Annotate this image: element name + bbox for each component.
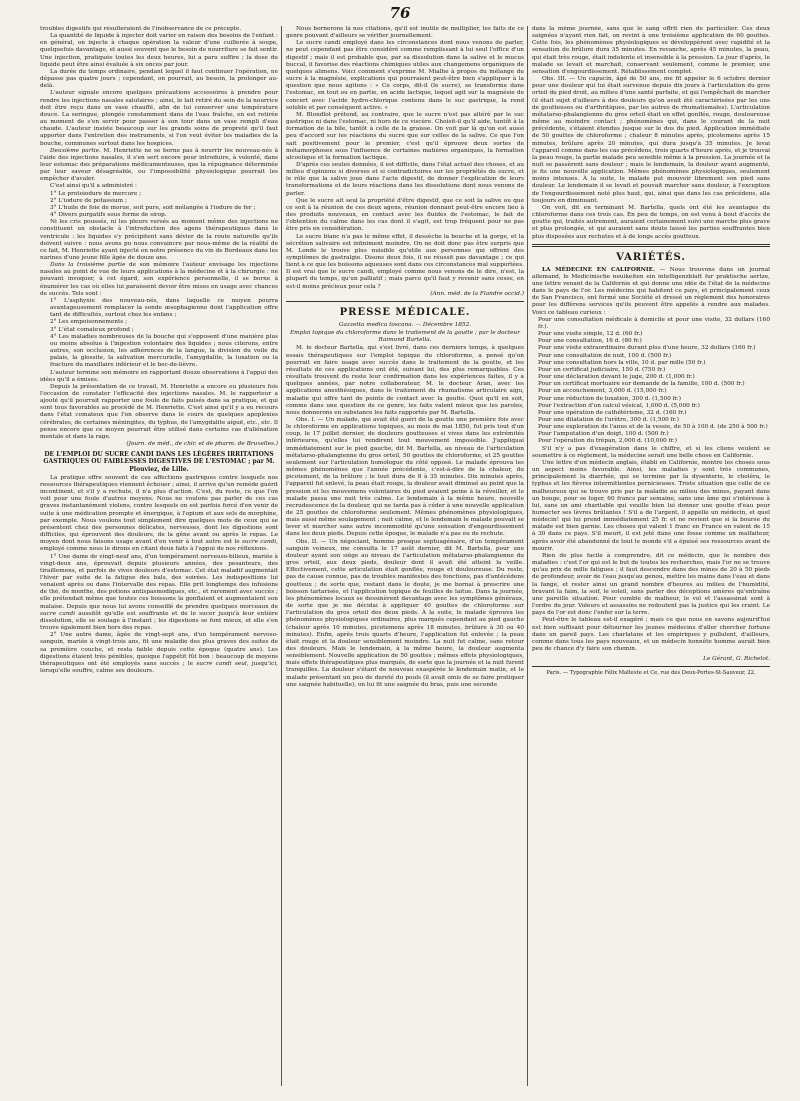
- paragraph: [40, 554, 278, 633]
- fee-row: Pour une dilatation de l'urètre, 300 d. (1,500 fr.): [538, 416, 679, 423]
- divider: [532, 244, 770, 247]
- paragraph: Rien de plus facile à comprendre, dit ce médecin, que le nombre des maladies : c'est l'or qui est le but de toutes les recherches, mais l'or ne se trouve qu'au prix de mille fatigues ; il faut descendre dans des mines de 20 à 50 pieds de profondeur, avoir de l'eau jusqu'au genou, mettre les mains dans l'eau et dans la fange, et rester ainsi un grand nombre d'heures au milieu de l'humidité, bravant la faim, la soif, le soleil, sans parler des déceptions amères qu'entraîne une pareille situation. Pour comble de malheur, le vol et l'assassinat sont à l'ordre du jour. Voleurs et assassins ne redoutent pas la justice qui les craint. Le pays de l'or est donc l'enfer sur la terre.: [532, 552, 770, 617]
- paragraph-text: de son mémoire l'auteur envisage les injections nasales au point de vue de leurs applications à la médecine et à la chirurgie : ne pouvant invoquer, à cet égard, son expérience personnelle, il se borne à énumérer les cas où elles lui paraissent devoir être mises en usage avec chances de succès. Tels sont :: [40, 262, 278, 297]
- paragraph: La quantité de liquide à injecter doit varier en raison des besoins de l'enfant : en général, on injecte à chaque opération la valeur d'une cuillerée à soupe, quelquefois davantage, et aussi souvent que le besoin de nourriture se fait sentir. Une injection, pratiquée toutes les deux heures, lui a paru suffire ; la dose du liquide peut être ainsi évaluée à six onces par jour.: [40, 33, 278, 68]
- indication-list: [40, 298, 278, 370]
- column-rule-left: [281, 26, 282, 1086]
- paragraph: D'après ces seules données, il est difficile, dans l'état actuel des choses, et au milieu d'opinions si diverses et si contradictoires sur les propriétés du sucre, et le rôle que la salive joue dans l'acte digestif, de donner l'explication de leurs transformations et de leurs réactions dans les dissolutions dont nous venons de parler.: [286, 161, 524, 197]
- paragraph: S'il n'y a pas d'exagération dans le chiffre, et si les cliens veulent se soumettre à ce règlement, la médecine serait une belle chose en Californie.: [532, 445, 770, 459]
- paragraph-text: La pratique offre souvent de ces affections gastriques contre lesquels nos ressources thérapeutiques viennent échouer ; ainsi, il arrive qu'un remède guérit incontinent, et s'il y a rechute, il n'a plus d'action. C'est, du reste, ce que l'on voit pour une foule d'autres moyens. Nous ne voulons pas parler de ces cas graves instantanément violens, contre lesquels on est parfois forcé d'en venir de suite à une médication prompte et énergique, à l'opium et aux sels de morphine, par exemple. Nous voulons tout simplement dire quelques mots de ceux qui se présentent chez des personnes délicates, nerveuses, dont les digestions sont difficiles, qui éprouvent des douleurs, de la gêne avant ou après le repas. Le moyen dont nous faisons usage avant d'en venir à tout autre est le: [40, 474, 278, 546]
- fee-row: Pour une consultation médicale à domicile et pour une visite, 32 dollars (160 fr.).: [538, 316, 770, 330]
- paragraph: L'auteur signale encore quelques précautions accessoires à prendre pour rendre les injections nasales salutaires ; ainsi, le lait retiré du sein de la nourrice doit être reçu dans un vase chauffé, afin de lui conserver une température douce. La seringue, plongée constamment dans de l'eau fraîche, en est retirée au moment de s'en servir pour passer à son tour dans un vase rempli d'eau chaude. L'auteur insiste beaucoup sur les grands soins de propreté qu'il faut apporter dans l'entretien des instruments, si l'on veut éviter les maladies de la bouche, communes surtout dans les hospices.: [40, 90, 278, 147]
- fee-row: Pour l'opération du trépan, 2,000 d. (10,000 fr.): [538, 438, 677, 445]
- paragraph: C'est ainsi qu'il a administré :: [50, 183, 137, 190]
- paragraph: [40, 262, 278, 298]
- signature: Le Gérant, G. Richelot.: [703, 656, 770, 663]
- divider: [532, 666, 770, 667]
- fee-row: Pour une exploration de l'anus et de la vessie, de 50 à 100 d. (de 250 à 500 fr.): [538, 424, 768, 431]
- column-1: [40, 26, 278, 1088]
- printer-line: Paris. — Typographie Félix Malteste et Ce, rue des Deux-Portes-St-Sauveur, 22.: [546, 670, 756, 677]
- fee-row: Pour un certificat mortuaire sur demande de la famille, 100 d. (500 fr.): [538, 381, 745, 388]
- paragraph: Ni les cris poussés, ni les pleurs versés au moment même des injections ne constituent un obstacle à l'introduction des agens thérapeutiques dans le ventricule : les liquides s'y précipitent sans dévier de la route naturelle qu'ils doivent suivre : nous avons pu nous convaincre par nous-même de la réalité de ce fait, M. Henriette ayant injecté en notre présence du vin de Bordeaux dans les narines d'une jeune fille âgée de douze ans.: [40, 219, 278, 261]
- sub-heading: LA MÉDECINE EN CALIFORNIE.: [542, 266, 655, 273]
- fee-row: Pour une consultation de nuit, 100 d. (500 fr.): [538, 352, 672, 359]
- page-number: 76: [389, 4, 411, 22]
- fee-row: Pour une consultation hors la ville, 10 d. par mille (50 fr.): [538, 359, 706, 366]
- part-label: Dans la troisième partie: [50, 262, 126, 269]
- column-rule-right: [527, 26, 528, 1086]
- list-item: 2° Les empoisonnements ;: [50, 319, 128, 326]
- fee-row: Pour une consultation, 16 d. (80 fr.): [538, 338, 642, 345]
- paragraph: dans la même journée, sans que le sang offrît rien de particulier. Ces deux saignées n'ayant rien fait, on revint à une troisième application de 60 gouttes. Cette fois, les phénomènes physiologiques se développèrent avec rapidité et la sensation de brûlure dura 35 minutes. En revanche, après 45 minutes, la peau, qui était très rouge, était indolente et insensible à la pression. Le jour d'après, le malade se levait et marchait, conservant seulement, comme le premier, une sensation d'engourdissement. Rétablissement complet.: [532, 26, 770, 75]
- emphasis: sucre candi seul: [196, 660, 247, 667]
- paragraph: Obs. II. — Un négociant, homme presque septuagénaire, d'un tempérament sanguin veineux, me consulta le 17 août dernier, dit M. Bartella, pour une douleur ayant son siège au niveau de l'articulation métatarso-phalangienne du gros orteil, aux deux pieds, douleur dont il avait été atteint la veille. Effectivement, cette articulation était gonflée, rouge et douloureuse. Du reste, pas de cause connue, pas de troubles manifestes des fonctions, pas d'antécédens goutteux ; de sorte que, restant dans le doute, je me bornai à prescrire une boisson tartarisée, et l'application topique de feuilles de laitue. Dans la journée, les phénomènes locaux se dessinèrent davantage avec les symptômes généraux, de sorte que je me décidai à appliquer 40 gouttes de chloroforme sur l'articulation du gros orteil des deux pieds. À la suite, le malade éprouva les phénomènes physiologiques ordinaires, plus marqués cependant au pied gauche (chaleur après 10 minutes, picotemens après 18 minutes, brûlure à 30 ou 40 minutes). Enfin, après trois quarts d'heure, l'application fut enlevée ; la peau était rouge et la douleur sensiblement moindre. La nuit fut calme, sans retour des douleurs. Mais le lendemain, à la même heure, la douleur augmenta sensiblement. Nouvelle application de 50 gouttes ; mêmes effets physiologiques, mais effets thérapeutiques plus marqués, de sorte que la journée et la nuit furent tranquilles. La douleur s'étant de nouveau exaspérée le lendemain matin, et le malade présentant un peu de dureté du pouls (il avait omis de se faire pratiquer une saignée habituelle), on lui fit une saignée du bras, puis une seconde: [286, 538, 524, 688]
- paragraph: Que le sucre ait seul la propriété d'être digestif, que ce soit la salive ou que ce soit à la réunion de ces deux agens, réunion donnant peut-être encore lieu à des produits nouveaux, en contact avec les fluides de l'estomac, le fait de l'obtention du calme dans les cas dont il s'agit, est trop fréquent pour ne pas être pris en considération.: [286, 197, 524, 233]
- fee-row: Pour l'extraction d'un calcul vésical, 1,000 d. (5,000 fr.): [538, 402, 700, 409]
- fee-row: Pour un accouchement, 3,000 d. (15,000 fr.): [538, 388, 667, 395]
- emphasis: sucre candi: [241, 539, 277, 546]
- paragraph: M. Blondlot prétend, au contraire, que le sucre n'est pas altéré par le suc gastrique ni dans l'estomac, ni hors de ce viscère. Choisit-il qu'il aide, tantôt à la formation de la bile, tantôt à celle de la graisse. On voit par là qu'on est aussi peu d'accord sur les réactions du sucre que sur celles de la salive. Ce que l'on sait positivement pour le premier, c'est qu'il éprouve deux sortes de métamorphoses sous l'influence de certaines matières organiques, la formation alcoolique et la formation lactique.: [286, 111, 524, 161]
- source-reference: (Journ. de méd., de chir. et de pharm. de Bruxelles.): [126, 441, 278, 448]
- paragraph-text: M. Henriette ne se borne pas à nourrir les nouveau-nés à l'aide des injections nasales, il s'en sert encore pour introduire, à volonté, dans leur estomac des préparations médicamenteuses, que la répugnance déterminée par leur saveur désagréable, ou l'impossibilité physiologique pourrait les empêcher d'avaler.: [40, 147, 278, 183]
- paragraph: Le sucre candi employé dans les circonstances dont nous venons de parler, ne peut cependant pas être considéré comme remplissant à lui seul l'office d'un digestif ; mais il est probable que, par sa dissolution dans la salive et le mucus buccal, il favorise des réactions chimiques utiles aux changemens organiques de quelques alimens. Voici comment s'exprime M. Mialhe à propos du mélange du sucre à la magnésie, explications qui pourraient peut-être bien s'appliquer à la question que nous agitons : « Ce corps, dit-il (le sucre), se transforme dans l'estomac, en tout ou en partie, en acide lactique, lequel agit sur la magnésie de concert avec l'acide hydro-chlorique contenu dans le suc gastrique, la rend soluble et par conséquent active. »: [286, 40, 524, 111]
- paragraph: [532, 267, 770, 317]
- paragraph: La durée du temps ordinaire, pendant lequel il faut continuer l'opération, ne dépasse pas quatre jours ; cependant, on pourrait, au besoin, la prolonger au-delà.: [40, 68, 278, 90]
- paragraph: Nous bornerons là nos citations, qu'il est inutile de multiplier, les faits de ce genre pouvant d'ailleurs se vérifier journellement.: [286, 26, 524, 40]
- paragraph: Obs. I. — Un malade, qui avait été guéri de la goutte une première fois avec le chloroforme en applications topiques, au mois de mai 1850, fut pris tout d'un coup, le 17 juillet dernier, de douleurs goutteuses si vives dans les extrémités inférieures, qu'elles lui rendirent tout mouvement impossible. J'appliquai immédiatement sur le pied gauche, dit M. Bartella, au niveau de l'articulation métatarso-phalangienne du gros orteil, 50 gouttes de chloroforme, et 25 gouttes seulement sur l'articulation homologue du côté opposé. Le malade éprouva les mêmes phénomènes que l'année précédente, c'est-à-dire de la chaleur, du picotement, de la brûlure ; le tout dura de 8 à 35 minutes. Dix minutes après, l'appareil fut enlevé, la peau était rouge, la douleur avait diminué au point que la pression et les mouvemens volontaires du pied avaient peine à la réveiller, et le malade passa une nuit très calme. Le lendemain à la même heure, nouvelle recrudescence de la douleur, qui ne tarda pas à céder à une nouvelle application de 25 gouttes de chloroforme seulement. Mêmes phénomènes physiologiques, mais aussi même soulagement ; nuit calme, et le lendemain le malade pouvait se lever et marcher sans autre incommodité qu'une sensation d'engourdissement dans les deux pieds. Depuis cette époque, le malade n'a pas eu de rechute.: [286, 416, 524, 538]
- paragraph: [40, 148, 278, 184]
- paragraph: [40, 475, 278, 554]
- fee-row: Pour une réduction de luxation, 300 d. (1,500 fr.): [538, 395, 681, 402]
- drug-list: [40, 191, 278, 220]
- fee-row: Pour une visite simple, 12 d. (60 fr.): [538, 331, 643, 338]
- fee-row: Pour une visite extraordinaire durant plus d'une heure, 32 dollars (160 fr.): [538, 345, 756, 352]
- list-item: 4° Les maladies nombreuses de la bouche qui s'opposent d'une manière plus ou moins absolue à l'ingestion volontaire des liquides ; nous citerons, entre autres, son occlusion, les adhérences de la langue, la division du voile du palais, la glossite, la salivation mercurielle, l'amygdalite, la luxation ou la fracture du maxillaire inférieur et le bec-de-lièvre.: [50, 333, 278, 369]
- paragraph: Obs. III. — Un capucin, âgé de 50 ans, me fit appeler le 6 octobre dernier pour une douleur qui lui était survenue depuis dix jours à l'articulation du gros orteil du pied droit, au milieu d'une santé parfaite, et qui l'empêchait de marcher (il était sujet d'ailleurs à des douleurs qu'on avait été caractérisées par les uns de goutteuses ou d'arthritiques, par les autres de rhumatismales). L'articulation métatarso-phalangienne du gros orteil était en effet gonflée, rouge, douloureuse même au moindre contact ; phénomènes qui, dans le courant de la nuit précédente, s'étaient étendus jusque sur le dos du pied. Application immédiate de 50 gouttes de chloroforme ; chaleur 8 minutes après, picotemens après 15 minutes, brûlure après 20 minutes, qui dura jusqu'à 35 minutes. Je levai l'appareil comme dans les cas précédens, trois quarts d'heure après, et je trouvai la peau rouge, la partie malade peu sensible même à la pression. La journée et la nuit se passèrent sans douleur ; mais le lendemain, la douleur ayant augmenté, je fis une nouvelle application. Mêmes phénomènes physiologiques, seulement moins intenses. À la suite, le malade put mouvoir librement son pied sans douleur. Le lendemain il se levait et pouvait marcher sans douleur, à l'exception de l'engourdissement noté plus haut, qui, ainsi que dans les cas précédens, alla toujours en diminuant.: [532, 76, 770, 204]
- list-item: 3° L'huile de foie de morue, soit pure, soit mélangée à l'iodure de fer ;: [50, 204, 256, 211]
- section-heading: VARIÉTÉS.: [616, 251, 686, 263]
- journal-line: Gazzetta medica toscana. — Décembre 1852.: [338, 321, 472, 328]
- fee-row: Pour une déclaration devant le juge, 200 d. (1,000 fr.): [538, 374, 695, 381]
- fee-table: [532, 317, 770, 446]
- list-item: 1° L'asphyxie des nouveau-nés, dans laquelle ce moyen pourra avantageusement remplacer la sonde œsophagienne dont l'application offre tant de difficultés, surtout chez les enfans ;: [50, 297, 278, 319]
- paragraph: troubles digestifs qui résulteraient de l'inobservance de ce précepte.: [40, 26, 242, 32]
- column-3: [532, 26, 770, 1088]
- list-item: 1° Le protoiodure de mercure ;: [50, 190, 142, 197]
- section-heading: PRESSE MÉDICALE.: [339, 306, 471, 318]
- paragraph: [40, 632, 278, 675]
- paragraph: M. le docteur Bartella, qui s'est livré, dans ces derniers temps, à quelques essais thérapeutiques sur l'emploi topique du chloroforme, a pensé qu'on pourrait en faire usage avec succès dans le traitement de la goutte, et les résultats de ces applications ont été, suivant lui, des plus remarquables. Ces résultats trouvent du reste leur confirmation dans les expériences faites, il y a quelques années, par notre collaborateur, M. le docteur Aran, avec les applications anesthésiques, dans le traitement du rhumatisme articulaire aigu, maladie qui offre tant de points de contact avec la goutte. Quoi qu'il en soit, comme dans une question de ce genre, les faits valent mieux que les paroles, nous donnerons en substance les faits rapportés par M. Bartella.: [286, 345, 524, 416]
- paragraph-text: 1° Une dame de vingt-neuf ans, d'un tempérament nerveuso-bilieux, mariée à vingt-deux ans, éprouvait depuis plusieurs années, des pesanteurs, des tiraillemens, et parfois de vives douleurs d'estomac. Cet état maladif augmentait l'hiver par suite de la fatigue des bals, des soirées. Les indispositions lui venaient après ou dans l'intervalle des repas. Elle prit longtemps des infusions de thé, de menthe, des potions antispasmodiques, etc., et rarement avec succès ; elle prétendait même que toutes ces boissons la gonflaient et augmentaient son malaise. Depuis que nous lui avons conseillé de prendre quelques morceaux de: [40, 553, 278, 610]
- article-heading: DE L'EMPLOI DU SUCRE CANDI DANS LES LÉGÈRES IRRITATIONS GASTRIQUES OU FAIBLESSES DIGESTIVES DE L'ESTOMAC ; par M. Plouviez, de Lille.: [43, 451, 275, 473]
- paragraph-text: , jusqu'ici, lorsqu'elle souffre, calme ses douleurs.: [40, 660, 278, 675]
- paragraph: Une lettre d'un médecin anglais, établi en Californie, montre les choses sous un aspect moins favorable. Ainsi, les maladies y sont très communes, principalement la diarrhée, qui se termine par la dysenterie, le choléra, le typhus et les fièvres intermittentes pernicieuses. Triste situation que celle de ce malheureux qui se trouve pris par la maladie au milieu des mines, payant dans un bouge, pour se loger, 60 francs par semaine, sans une âme qui s'intéresse à lui, sans un ami charitable qui veuille bien lui donner une goutte d'eau pour humecter ses lèvres brûlantes ! S'il a de l'argent, il appelle un médecin, et quel médecin! qui lui prend immédiatement 25 fr. et ne revient que si la bourse du malade est bien garnie. Les choses qui valent 1 franc en France en valent de 15 à 30 dans ce pays. S'il meurt, il est jeté dans une fosse comme un malfaiteur, après avoir été abandonné de tout le monde s'il a épuisé ses ressources avant de mourir.: [532, 459, 770, 552]
- fee-row: Pour une opération de cathétérisme, 32 d. (160 fr.): [538, 409, 687, 416]
- paragraph-text: aussitôt qu'elle est souffrante et de le sucer jusqu'à leur entière dissolution, elle se soulage à l'instant ; les digestions se font mieux, et elle s'en trouve également bien hors des repas.: [40, 610, 278, 632]
- divider: [286, 301, 524, 302]
- paragraph-text: — Nous trouvons dans un journal allemand, le Medicinische neuikeiten ein intelligenzblatt fur praktische aertze, une lettre venant de la Californie et qui donne une idée de l'état de la médecine dans le pays de l'or. Les médecins qui habitent ce pays, et principalement ceux de San Francisco, ont formé une Société et dressé un règlement des honoraires pour les différens services qu'ils peuvent être appelés à rendre aux malades. Voici ce tableau curieux :: [532, 266, 770, 316]
- emphasis: sucre candi: [40, 610, 76, 617]
- article-title: Emploi topique du chloroforme dans le traitement de la goutte ; par le docteur Raimond Bartella.: [289, 330, 521, 344]
- column-2: [286, 26, 524, 1088]
- list-item: 3° L'état comateux profond ;: [50, 326, 134, 333]
- paragraph: On voit, dit en terminant M. Bartella, quels ont été les avantages du chloroforme dans ces trois cas. En peu de temps, on est venu à bout d'accès de goutte qui, traités autrement, auraient certainement suivi une marche plus grave et plus prolongée, et qui auraient sans doute laissé les parties souffrantes bien plus disposées aux rechutes et à de longs accès goutteux.: [532, 204, 770, 240]
- paragraph-text: 2° Une autre dame, âgée de vingt-sept ans, d'un tempérament nervoso-sanguin, mariée à vingt-trois ans, fit une maladie des plus graves des suites de sa première couche, et resta faible depuis cette époque (quatre ans). Les digestions étaient très pénibles, quoique l'appétit fût bon : beaucoup de moyens thérapeutiques ont été employés sans succès ; le: [40, 632, 278, 667]
- paragraph: Peut-être le tableau est-il exagéré ; mais ce que nous en savons aujourd'hui est bien suffisant pour détourner les jeunes médecins d'aller chercher fortune dans un pareil pays. Les charlatans et les empiriques y pullulent, d'ailleurs, comme dans tous les pays nouveaux, et un médecin honnête homme aurait bien peu de chance d'y faire son chemin.: [532, 617, 770, 652]
- paragraph: Le sucre blanc n'a pas le même effet, il dessèche la bouche et la gorge, et la sécrétion salivaire est infiniment moindre. On ne doit donc pas être surpris que M. Londe le trouve plus nuisible qu'utile aux personnes qui offrent des symptômes de gastralgie. Disons deux fois, il ne réussit pas davantage ; ce qui tient à ce que les boissons aqueuses sont dans ces circonstances mal supportées. Il est vrai que le sucre candi, employé comme nous venons de le dire, n'est, la plupart du temps, qu'un palliatif ; mais parce qu'il faut y revenir sans cesse, en est-il moins précieux pour cela ?: [286, 233, 524, 290]
- paragraph: L'auteur termine son mémoire en rapportant douze observations à l'appui des idées qu'il a émises.: [40, 369, 278, 383]
- fee-row: Pour un certificat judiciaire, 150 d. (750 fr.): [538, 366, 666, 373]
- paragraph: Depuis la présentation de ce travail, M. Henriette a encore eu plusieurs fois l'occasion de constater l'efficacité des injections nasales. M. le rapporteur a ajouté qu'il pourrait rapporter une foule de faits puisés dans sa pratique, et qui sont tous favorables au procédé de M. Henriette. C'est ainsi qu'il y a eu recours dans l'état comateux que l'on observe dans le cours de quelques apoplexies cérébrales, de certaines méningites, du typhus, de l'amygdalite aiguë, etc., etc. Il pense encore que ce moyen pourrait être utilisé dans certains cas d'aliénation mentale et dans la rage.: [40, 383, 278, 440]
- fee-row: Pour l'amputation d'un doigt, 100 d. (500 fr.): [538, 431, 669, 438]
- paragraph-text: , employé comme nous le dirons en citant deux faits à l'appui de nos réflexions.: [40, 539, 278, 553]
- list-item: 4° Divers purgatifs sous forme de sirop.: [50, 212, 167, 219]
- part-label: Deuxième partie.: [50, 147, 101, 154]
- list-item: 2° L'iodure de potassium ;: [50, 197, 127, 204]
- source-reference: (Ann. méd. de la Flandre occid.): [430, 290, 524, 297]
